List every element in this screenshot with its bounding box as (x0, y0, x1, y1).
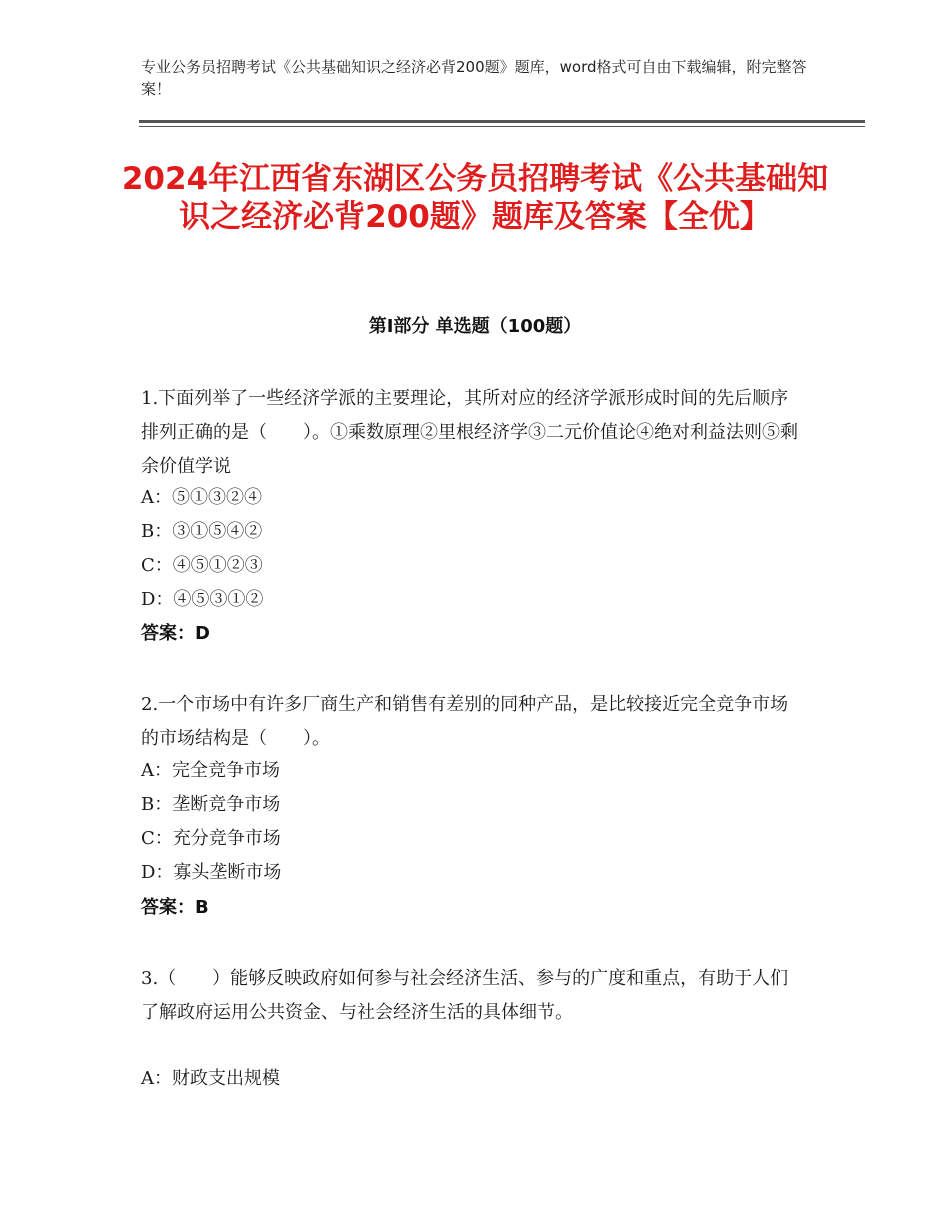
header-divider (139, 120, 865, 123)
question-2-option-a: A：完全竞争市场 (141, 760, 280, 781)
header-note: 专业公务员招聘考试《公共基础知识之经济必背200题》题库，word格式可自由下载编辑，附完整答案！ (141, 58, 807, 98)
question-2-option-d: D：寡头垄断市场 (141, 862, 282, 883)
question-1-option-d: D：④⑤③①② (141, 589, 264, 610)
question-3-option-a: A：财政支出规模 (141, 1068, 280, 1089)
question-1-answer: 答案：D (141, 623, 210, 644)
question-1-option-b: B：③①⑤④② (141, 521, 263, 542)
question-2-answer: 答案：B (141, 897, 209, 918)
question-2-option-c: C：充分竞争市场 (141, 828, 281, 849)
question-2-text: 2.一个市场中有许多厂商生产和销售有差别的同种产品，是比较接近完全竞争市场的市场结构是（ ）。 (141, 694, 789, 749)
question-2-option-b: B：垄断竞争市场 (141, 794, 281, 815)
section-title: 第Ⅰ部分 单选题（100题） (368, 316, 582, 337)
document-title: 2024年江西省东湖区公务员招聘考试《公共基础知识之经济必背200题》题库及答案【全优】 (121, 161, 829, 235)
question-3-text: 3.（ ）能够反映政府如何参与社会经济生活、参与的广度和重点，有助于人们了解政府运用公共资金、与社会经济生活的具体细节。 (141, 968, 789, 1023)
question-1-option-a: A：⑤①③②④ (141, 487, 262, 508)
question-1-option-c: C：④⑤①②③ (141, 555, 263, 576)
question-1-text: 1.下面列举了一些经济学派的主要理论，其所对应的经济学派形成时间的先后顺序排列正确的是（ ）。①乘数原理②里根经济学③二元价值论④绝对利益法则⑤剩余价值学说 (141, 388, 798, 477)
header-divider-thin (139, 126, 865, 127)
